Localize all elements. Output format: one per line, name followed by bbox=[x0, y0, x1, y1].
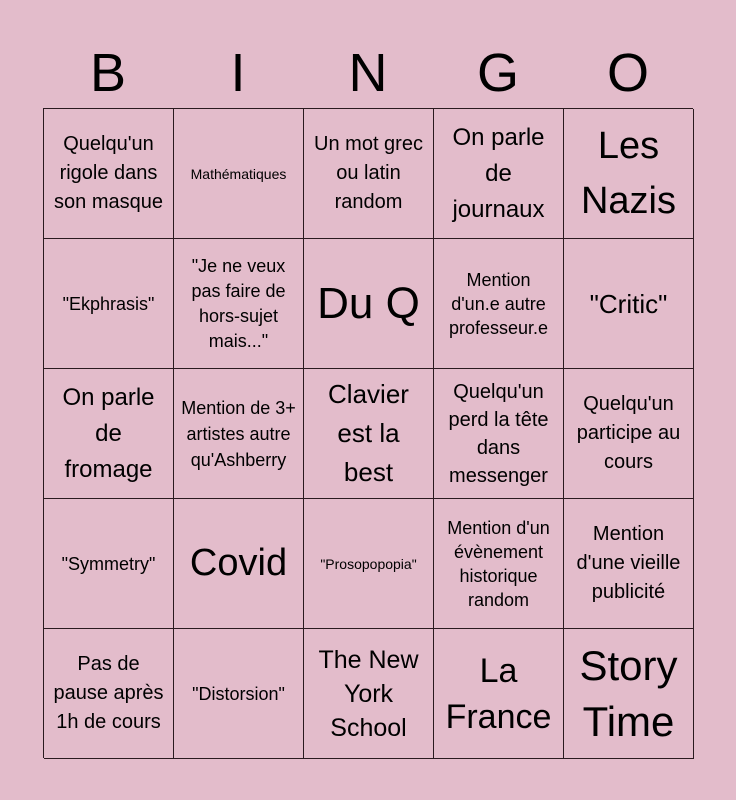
bingo-cell[interactable] bbox=[44, 629, 174, 759]
bingo-cell-text: "Critic" bbox=[589, 288, 668, 319]
bingo-cell[interactable] bbox=[174, 499, 304, 629]
bingo-cell[interactable] bbox=[174, 629, 304, 759]
bingo-cell[interactable] bbox=[434, 629, 564, 759]
bingo-cell[interactable] bbox=[434, 369, 564, 499]
bingo-cell-text: Mention d'une vieille publicité bbox=[576, 523, 681, 603]
bingo-cell-text: Du Q bbox=[317, 278, 420, 328]
bingo-cell-text: Quelqu'un participe au cours bbox=[576, 393, 681, 473]
bingo-cell[interactable] bbox=[44, 239, 174, 369]
bingo-cell[interactable] bbox=[44, 499, 174, 629]
bingo-cell[interactable] bbox=[304, 109, 434, 239]
bingo-cell-text: Mention de 3+ artistes autre qu'Ashberry bbox=[181, 397, 296, 470]
bingo-cell[interactable] bbox=[564, 239, 694, 369]
bingo-cell[interactable] bbox=[434, 239, 564, 369]
bingo-cell[interactable] bbox=[434, 109, 564, 239]
bingo-cell-text: Un mot grec ou latin random bbox=[314, 133, 423, 213]
header-letter-i: I bbox=[230, 43, 246, 103]
bingo-grid bbox=[43, 108, 693, 758]
bingo-cell-text: On parle de journaux bbox=[452, 123, 545, 223]
bingo-cell[interactable] bbox=[564, 499, 694, 629]
bingo-cell-text: La France bbox=[445, 651, 552, 736]
bingo-cell[interactable] bbox=[174, 369, 304, 499]
bingo-cell-text: The New York School bbox=[318, 645, 419, 742]
bingo-cell[interactable] bbox=[174, 109, 304, 239]
bingo-cell[interactable] bbox=[564, 629, 694, 759]
bingo-cell-text: Clavier est la best bbox=[328, 379, 409, 487]
bingo-cell-text: Story Time bbox=[579, 641, 678, 745]
bingo-cell[interactable] bbox=[174, 239, 304, 369]
bingo-cell-text: "Prosopopopia" bbox=[320, 555, 417, 572]
bingo-cell[interactable] bbox=[44, 109, 174, 239]
bingo-cell-text: "Je ne veux pas faire de hors-sujet mais..." bbox=[191, 255, 286, 351]
bingo-cell[interactable] bbox=[304, 239, 434, 369]
bingo-cell-text: Quelqu'un rigole dans son masque bbox=[54, 133, 163, 213]
bingo-cell-text: Les Nazis bbox=[580, 124, 677, 222]
bingo-cell-text: Mathématiques bbox=[190, 165, 287, 182]
bingo-cell-text: Mention d'un évènement historique random bbox=[447, 517, 550, 610]
bingo-cell[interactable] bbox=[44, 369, 174, 499]
bingo-cell-text: On parle de fromage bbox=[62, 383, 155, 483]
header-letter-o: O bbox=[606, 43, 649, 103]
bingo-cell-text: Mention d'un.e autre professeur.e bbox=[448, 269, 549, 338]
header-letter-g: G bbox=[476, 43, 519, 103]
header-letter-b: B bbox=[89, 43, 127, 103]
bingo-cell[interactable] bbox=[564, 369, 694, 499]
bingo-cell-text: "Symmetry" bbox=[61, 553, 156, 574]
header-letter-n: N bbox=[348, 43, 388, 103]
bingo-cell[interactable] bbox=[304, 499, 434, 629]
bingo-cell[interactable] bbox=[304, 629, 434, 759]
bingo-cell-text: Covid bbox=[189, 542, 288, 584]
bingo-cell-text: Pas de pause après 1h de cours bbox=[53, 653, 164, 733]
bingo-cell-text: Quelqu'un perd la tête dans messenger bbox=[448, 380, 549, 487]
bingo-header bbox=[43, 38, 693, 108]
bingo-cell-text: "Distorsion" bbox=[192, 683, 285, 704]
bingo-cell[interactable] bbox=[304, 369, 434, 499]
bingo-cell[interactable] bbox=[564, 109, 694, 239]
bingo-cell-text: "Ekphrasis" bbox=[62, 293, 155, 314]
bingo-cell[interactable] bbox=[434, 499, 564, 629]
